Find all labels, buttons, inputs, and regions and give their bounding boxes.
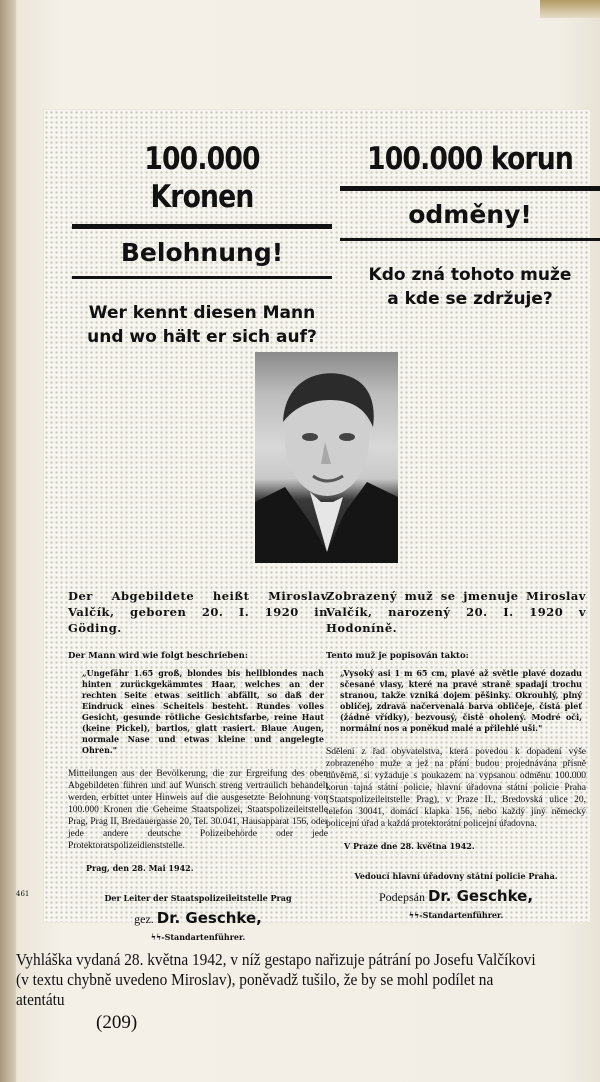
reward-title-czech: odměny! bbox=[408, 200, 532, 229]
signer-title-german: Der Leiter der Staatspolizeileitstelle Prag bbox=[104, 893, 292, 903]
signed-prefix: Podepsán bbox=[378, 890, 425, 904]
page-edge bbox=[540, 0, 600, 18]
page-number: (209) bbox=[96, 1012, 138, 1033]
german-text-block bbox=[68, 588, 328, 943]
notice-german: Mitteilungen aus der Bevölkerung, die zur Ergreifung des oben Abgebildeten führen und auf Wunsch streng vertraulich behandelt werden, erbittet unter Hinweis auf die ausgesetzte Belohnung von 100.000 Kronen die Geheime Staatspolizei, Staatspolizeileitstelle Prag, Prag II, Bredauergasse 20, Tel. 30.041, Hausapparat 156, oder jede andere deutsche Polizeibehörde oder jede Protektoratspolizeidienststelle. bbox=[68, 769, 328, 851]
description-heading-german: Der Mann wird wie folgt beschrieben: bbox=[68, 651, 248, 661]
reward-amount-czech: 100.000 korun bbox=[367, 141, 573, 177]
signature-german bbox=[68, 909, 328, 927]
wanted-poster bbox=[44, 110, 590, 942]
header-rule bbox=[340, 186, 600, 191]
poster-german-header bbox=[72, 110, 332, 349]
czech-text-block bbox=[326, 588, 586, 921]
header-rule bbox=[72, 224, 332, 229]
description-czech: „Vysoký asi 1 m 65 cm, plavé až světle plavé dozadu sčesané vlasy, které na pravé straně spadají trochu stranou, takže vzniká dojem pěšinky. Okrouhlý, plný obličej, zdravá načervenalá barva obličeje, čistá pleť (žádné vřídky), bezvousý, čistě oholený. Modré oči, normální nos a poněkud malé a přilehlé uši." bbox=[340, 668, 582, 733]
book-spine bbox=[0, 0, 16, 1082]
portrait-photo bbox=[255, 352, 398, 563]
reward-amount-german: 100.000 Kronen bbox=[144, 141, 260, 215]
signed-prefix: gez. bbox=[134, 912, 154, 926]
reward-title-german: Belohnung! bbox=[120, 238, 284, 267]
description-german: „Ungefähr 1.65 groß, blondes bis hellblondes nach hinten zurückgekämmtes Haar, welches an der rechten Seite etwas seitlich abfällt, so daß der Eindruck eines Scheitels besteht. Rundes volles Gesicht, gesunde rötliche Gesichtsfarbe, reine Haut (keine Pickel), bartlos, glatt rasiert. Blaue Augen, normale Nase und etwas kleine und angelegte Ohren." bbox=[82, 668, 324, 755]
signer-title-czech: Vedoucí hlavní úřadovny státní policie Praha. bbox=[354, 871, 558, 881]
name-line-czech: Zobrazený muž se jmenuje Miroslav Valčík, narozený 20. I. 1920 v Hodoníně. bbox=[326, 589, 586, 635]
name-line-german: Der Abgebildete heißt Miroslav Valčík, geboren 20. I. 1920 in Göding. bbox=[68, 589, 328, 635]
notice-czech: Sdělení z řad obyvatelstva, která povedou k dopadení výše zobrazeného muže a jež na přání budou projednávána přísně důvěrně, si vyžaduje s poukazem na vypsanou odměnu 100.000 korun tajná státní policie, hlavní úřadovna státní policie Praha (Staatspolizeileitstelle Prag), v Praze II., Bredovská ulice 20, telefon 30041, domácí klapka 156, nebo každý jiný německý policejní úřad a každá protektorátní policejní úřadovna. bbox=[326, 747, 586, 829]
description-heading-czech: Tento muž je popisován takto: bbox=[326, 651, 469, 661]
poster-czech-header bbox=[340, 110, 600, 311]
signed-name: Dr. Geschke, bbox=[427, 887, 534, 905]
question-czech: Kdo zná tohoto muže a kde se zdržuje? bbox=[368, 265, 572, 309]
rank-czech: ϟϟ-Standartenführer. bbox=[408, 910, 504, 920]
header-rule bbox=[72, 276, 332, 279]
place-date-czech: V Praze dne 28. května 1942. bbox=[344, 841, 475, 851]
header-rule bbox=[340, 238, 600, 241]
signed-name: Dr. Geschke, bbox=[156, 909, 262, 927]
signature-czech bbox=[326, 887, 586, 905]
rank-german: ϟϟ-Standartenführer. bbox=[150, 932, 246, 942]
plate-number: 461 bbox=[16, 890, 30, 898]
place-date-german: Prag, den 28. Mai 1942. bbox=[86, 863, 194, 873]
question-german: Wer kennt diesen Mann und wo hält er sich auf? bbox=[87, 303, 317, 347]
figure-caption: Vyhláška vydaná 28. května 1942, v níž gestapo nařizuje pátrání po Josefu Valčíkovi (v textu chybně uvedeno Miroslav), poněvadž tušilo, že by se mohl podílet na atentátu bbox=[16, 950, 536, 1009]
